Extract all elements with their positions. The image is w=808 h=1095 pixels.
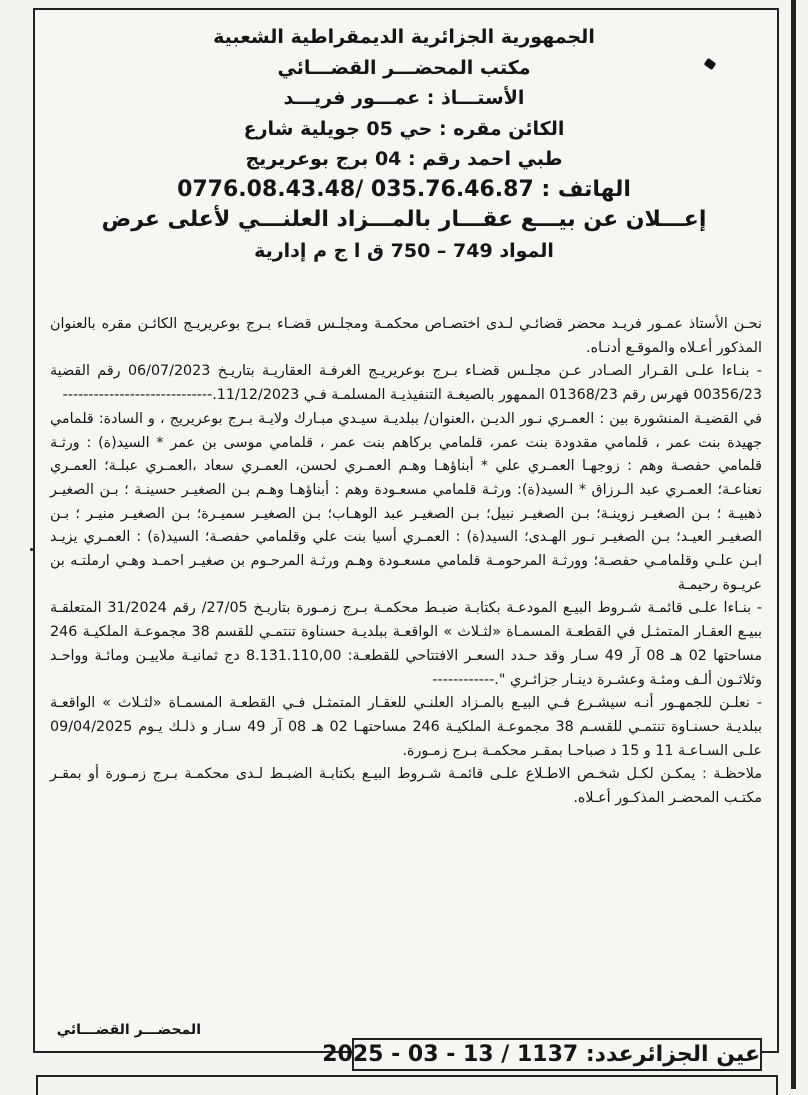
auction-announcement-paragraph: - نعلـن للجمهـور أنـه سيشـرع فـي البيـع بالمـزاد العلنـي للعقـار المتمثـل فـي القطعـة المسمـاة «لثـلاث » الواقعـة ببلديـة حسنـاوة تنتمـي للقسـم 38 مجموعـة الملكيـة 246 مساحتهـا 02 هـ 08 آر 49 سـار و ذلـك يـوم 09/04/2025 علـى السـاعـة 11 و 15 د صباحـا بمقـر محكمـة بـرج زمـورة. bbox=[50, 695, 762, 759]
conditions-paragraph: - بنـاءا علـى قائمـة شـروط البيـع المودعـة بكتابـة ضبـط محكمـة بـرج زمـورة بتاريـخ 27/05/ رقم 31/2024 المتعلقـة ببيـع العقـار المتمثـل في القطعـة المسمـاة «لثـلاث » الواقعـة ببلديـة حسناوة تنتمـي للقسم 38 مجموعـة الملكيـة 246 مساحتها 02 هـ 08 آر 49 سـار وقد حـدد السعـر الافتتاحي للقطعـة: 8.131.110,00 دج ثمانيـة ملاييـن ومائـة وواحـد وثلاثـون ألـف ومئـة وعشـرة دينـار جزائـري ".------------ bbox=[50, 600, 762, 688]
republic-title: الجمهورية الجزائرية الديمقراطية الشعبية bbox=[213, 26, 595, 48]
parties-paragraph: في القضيـة المنشورة بين : العمـري نـور الديـن ،العنوان/ ببلديـة سيـدي مبـارك ولايـة بـرج بوعريريج ، و السادة: قلمامي جهيدة بنت عمر ، قلمامي مقدودة بنت عمر، قلمامي بركاهم بنت عمر ، قلمامي موسى بن عمر * السيد(ة) : ورثـة قلمامي حفصـة وهم : زوجهـا العمـري علي * أبناؤهـا وهـم العمـري لحسن، العمـري سعاد ،العمـري عبلـة؛ العمـري نعناعـة؛ العمـري عبد الـرزاق * السيد(ة): ورثـة قلمامي مسعـودة وهم : أبناؤهـا وهـم بـن الصغيـر حسينـة ؛ بـن الصغيـر ذهبيـة ؛ بـن الصغيـر زوينـة؛ بـن الصغيـر نبيل؛ بـن الصغيـر عبد الوهـاب؛ بـن الصغيـر سميـرة؛ بـن الصغيـر منيـر ؛ بـن الصغيـر العيـد؛ بـن الصغيـر نـور الهـدى؛ السيد(ة) : العمـري أسيا بنت علي وقلمامي حفصـة؛ السيد(ة) : العمـري يزيـد ابـن علـي وقلمامـي حفصـة؛ وورثـة المرحومـة قلمامي مسعـودة وهـم ورثـة المرحـوم بن صغيـر احمـد وهـي ارملتـه بن عريـوة رحيمـة bbox=[50, 410, 762, 593]
office-address-line2: طبي احمد رقم : 04 برج بوعريريج bbox=[245, 148, 563, 170]
bailiff-signature: المحضـــر القضـــائي bbox=[56, 1022, 201, 1038]
notice-header bbox=[0, 22, 808, 266]
phone-numbers: الهاتف : 035.76.46.87 /0776.08.43.48 bbox=[177, 176, 631, 202]
notice-body bbox=[50, 313, 762, 811]
office-address-line1: الكائن مقره : حي 05 جويلية شارع bbox=[243, 117, 565, 140]
bailiff-name: الأستـــاذ : عمـــور فريـــد bbox=[283, 87, 525, 109]
office-name: مكتب المحضـــر القضـــائي bbox=[277, 56, 531, 79]
ink-dot bbox=[30, 548, 33, 551]
note-paragraph: ملاحظـة : يمكـن لكـل شخـص الاطـلاع علـى قائمـة شـروط البيـع بكتابـة الضبـط لـدى محكمـة بـرج زمـورة أو بمقـر مكتـب المحضـر المذكـور أعـلاه. bbox=[50, 766, 762, 807]
intro-paragraph: نحـن الأستاذ عمـور فريـد محضر قضائـي لـدى اختصـاص محكمـة ومجلـس قضـاء بـرج بوعريريـج الكائـن مقره بالعنوان المذكور أعـلاه والموقـع أدنـاه. bbox=[50, 316, 762, 356]
ruling-paragraph: - بنـاءا علـى القـرار الصـادر عـن مجلـس قضـاء بـرج بوعريريـج الغرفـة العقاريـة بتاريـخ 06/07/2023 رقم القضية 00356/23 فهرس رقم 01368/23 الممهور بالصيغـة التنفيذيـة المسلمـة فـي 11/12/2023.----------------------------- bbox=[50, 363, 763, 404]
next-notice-border bbox=[36, 1075, 778, 1095]
legal-articles: المواد 749 – 750 ق ا ج م إدارية bbox=[254, 239, 554, 262]
publication-stamp: عين الجزائرعدد: 1137 / 13 - 03 - 2025 bbox=[352, 1038, 762, 1071]
notice-title: إعـــلان عن بيـــع عقـــار بالمـــزاد العلنـــي لأعلى عرض bbox=[101, 207, 707, 232]
